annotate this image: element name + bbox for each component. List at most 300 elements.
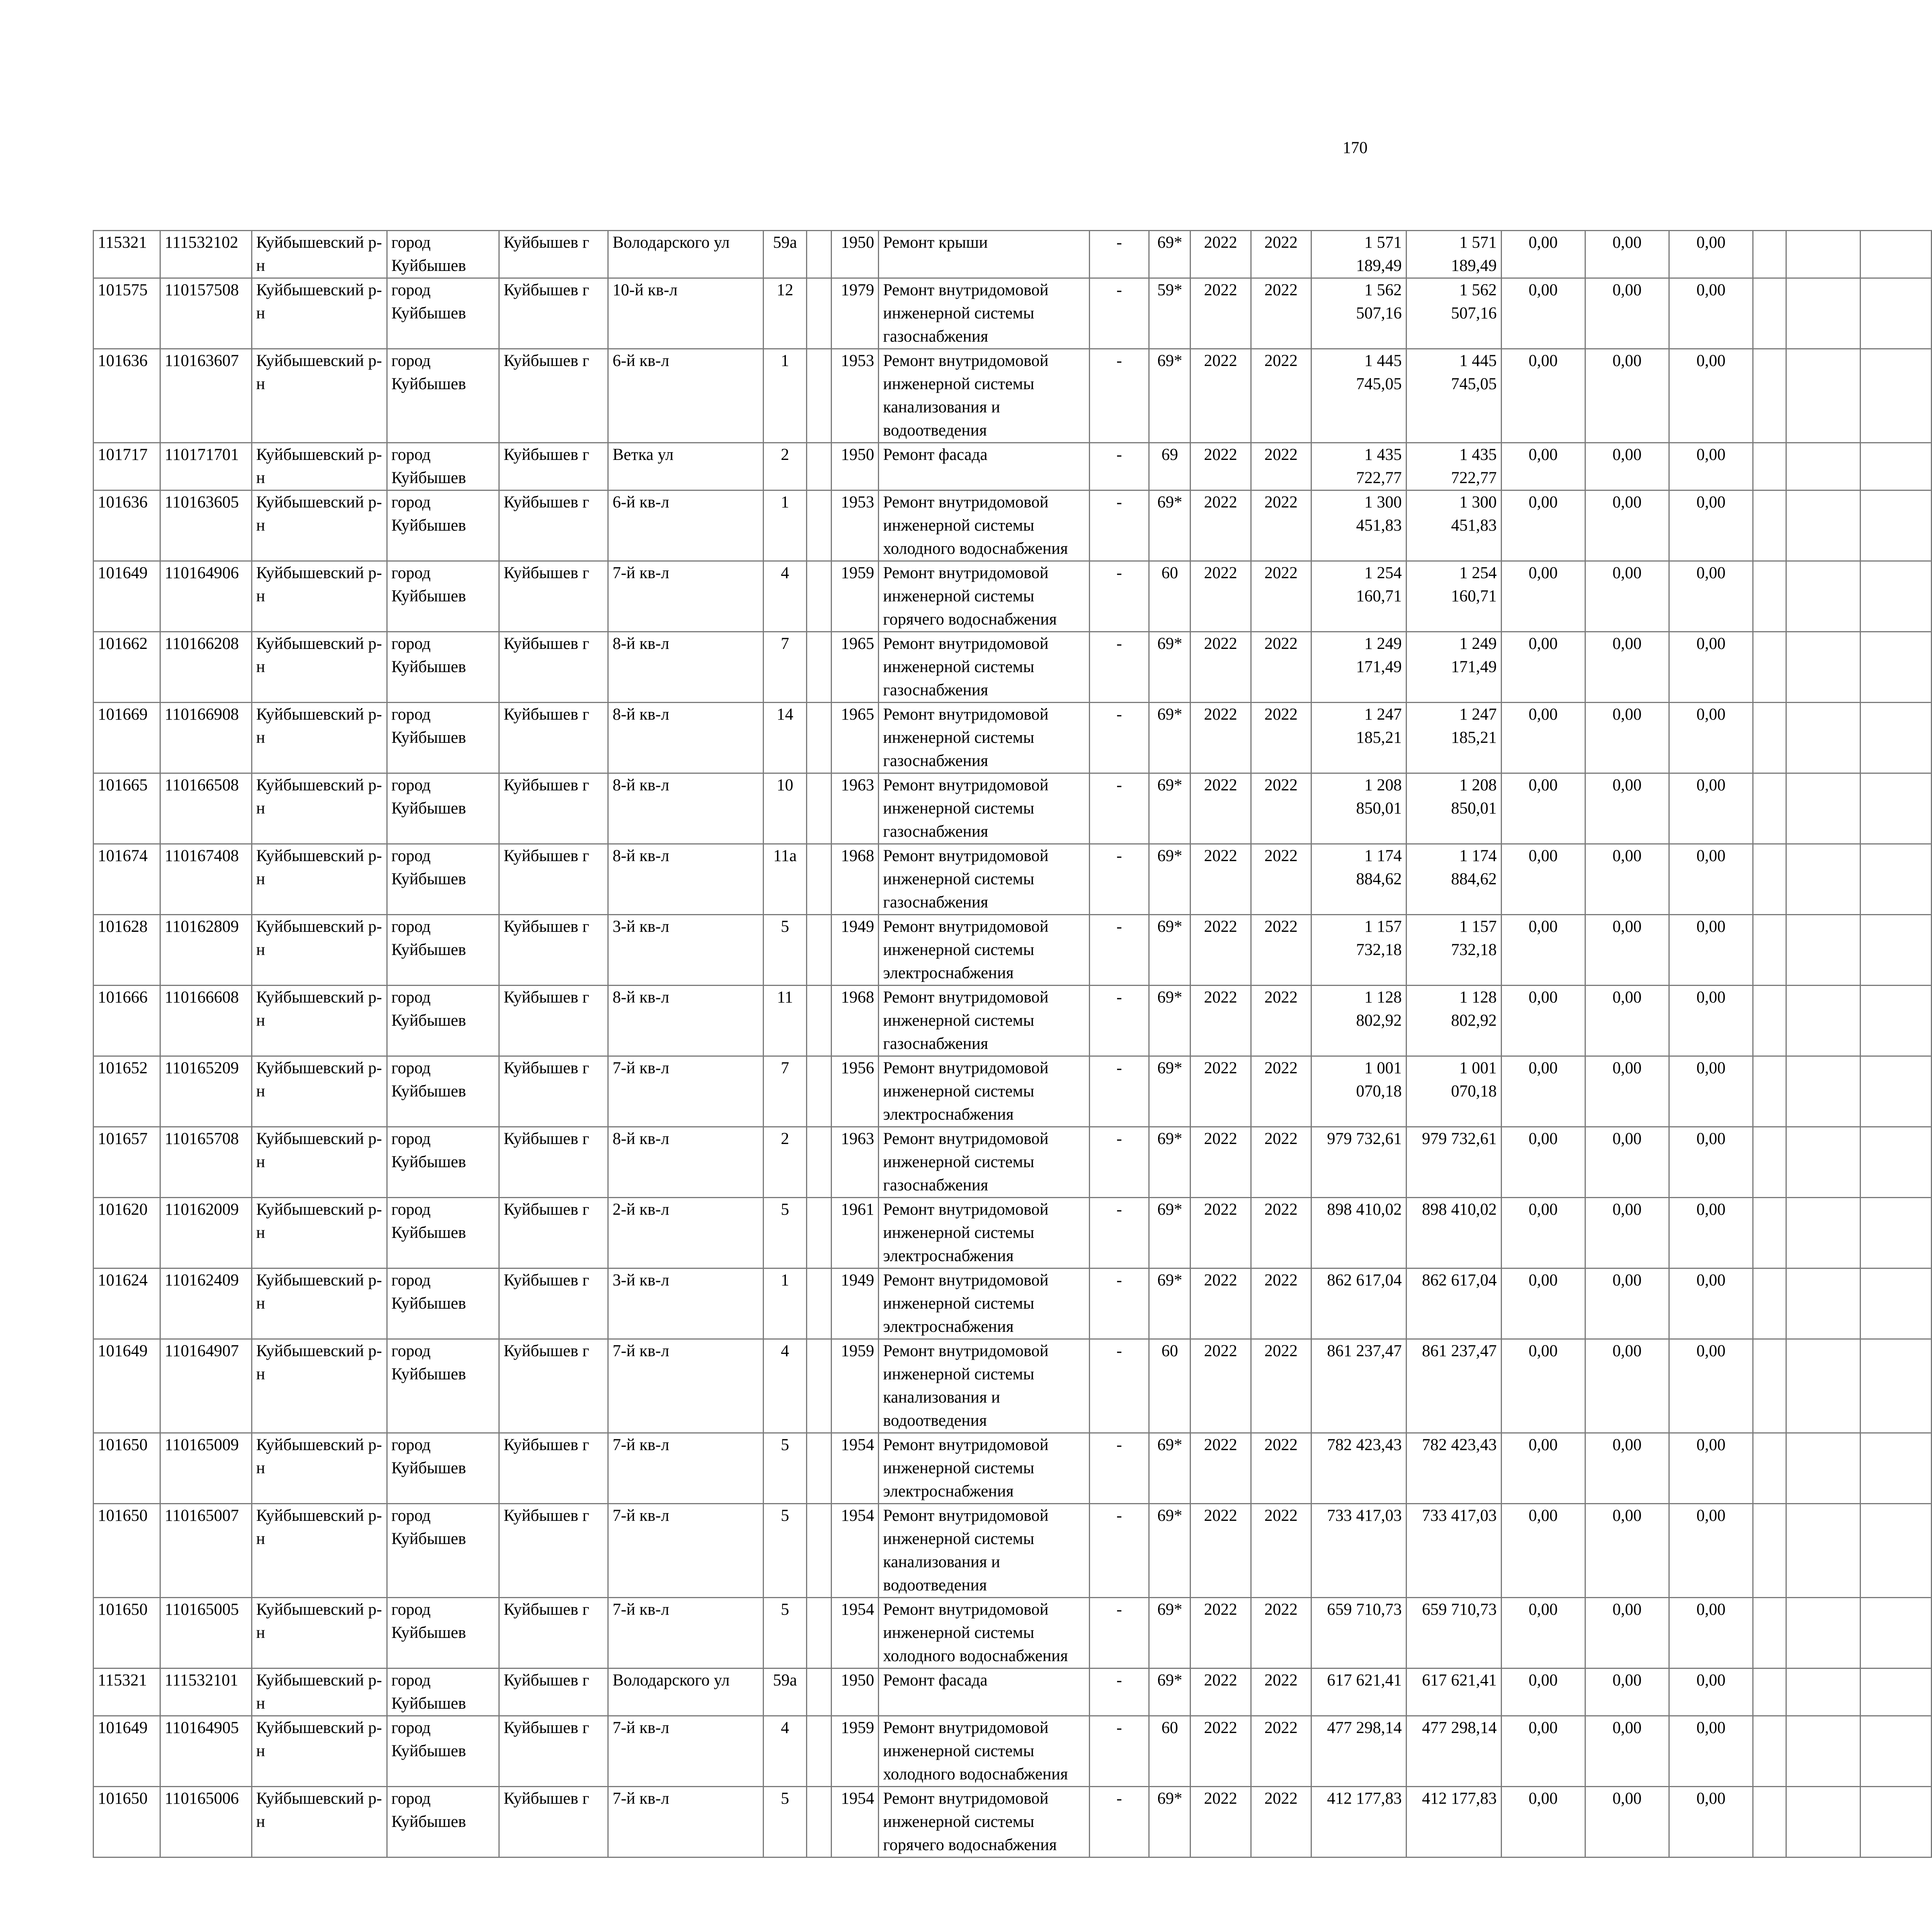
cell-empty-1 xyxy=(1753,349,1786,443)
cell-street: Ветка ул xyxy=(608,443,764,490)
cell-year-end: 2022 xyxy=(1251,490,1311,561)
table-row xyxy=(94,1716,1932,1787)
cell-work-type: Ремонт фасада xyxy=(879,443,1089,490)
cell-total-cost: 862 617,04 xyxy=(1311,1268,1406,1339)
cell-house-number: 5 xyxy=(763,1787,806,1857)
cell-total-cost: 1 174 884,62 xyxy=(1311,844,1406,915)
table-row xyxy=(94,1504,1932,1598)
cell-work-id: 110166908 xyxy=(160,703,252,773)
cell-building xyxy=(807,443,832,490)
cell-dash: - xyxy=(1089,1787,1149,1857)
cell-work-id: 111532101 xyxy=(160,1668,252,1716)
cell-district: Куйбышевский р-н xyxy=(252,1598,387,1668)
cell-year-start: 2022 xyxy=(1190,844,1251,915)
cell-fund-cost: 1 571 189,49 xyxy=(1406,231,1501,278)
cell-house-number: 59а xyxy=(763,1668,806,1716)
cell-year-end: 2022 xyxy=(1251,231,1311,278)
cell-building xyxy=(807,1339,832,1433)
cell-budget-3: 0,00 xyxy=(1669,1127,1753,1198)
cell-dash: - xyxy=(1089,1339,1149,1433)
cell-settlement: Куйбышев г xyxy=(499,1504,608,1598)
cell-house-number: 12 xyxy=(763,278,806,349)
cell-wear: 69* xyxy=(1149,1787,1190,1857)
cell-budget-2: 0,00 xyxy=(1585,1339,1669,1433)
cell-work-id: 110157508 xyxy=(160,278,252,349)
cell-year-built: 1954 xyxy=(832,1598,879,1668)
cell-wear: 69* xyxy=(1149,349,1190,443)
cell-fund-cost: 862 617,04 xyxy=(1406,1268,1501,1339)
cell-building xyxy=(807,1127,832,1198)
cell-total-cost: 1 254 160,71 xyxy=(1311,561,1406,632)
cell-fund-cost: 659 710,73 xyxy=(1406,1598,1501,1668)
cell-budget-1: 0,00 xyxy=(1501,986,1585,1056)
cell-empty-1 xyxy=(1753,231,1786,278)
cell-work-type: Ремонт внутридомовой инженерной системы холодного водоснабжения xyxy=(879,490,1089,561)
cell-house-id: 101666 xyxy=(94,986,160,1056)
cell-year-built: 1950 xyxy=(832,1668,879,1716)
cell-budget-1: 0,00 xyxy=(1501,1056,1585,1127)
cell-house-id: 101674 xyxy=(94,844,160,915)
cell-settlement: Куйбышев г xyxy=(499,1787,608,1857)
table-row xyxy=(94,986,1932,1056)
cell-street: 7-й кв-л xyxy=(608,1339,764,1433)
cell-street: 7-й кв-л xyxy=(608,1056,764,1127)
cell-budget-2: 0,00 xyxy=(1585,1716,1669,1787)
cell-year-start: 2022 xyxy=(1190,561,1251,632)
cell-work-type: Ремонт внутридомовой инженерной системы горячего водоснабжения xyxy=(879,1787,1089,1857)
cell-street: 7-й кв-л xyxy=(608,561,764,632)
cell-house-id: 101650 xyxy=(94,1598,160,1668)
cell-street: 8-й кв-л xyxy=(608,1127,764,1198)
cell-year-start: 2022 xyxy=(1190,1598,1251,1668)
cell-budget-2: 0,00 xyxy=(1585,231,1669,278)
cell-house-number: 1 xyxy=(763,490,806,561)
cell-empty-3 xyxy=(1860,1716,1931,1787)
cell-street: 6-й кв-л xyxy=(608,349,764,443)
cell-empty-2 xyxy=(1786,490,1861,561)
cell-empty-2 xyxy=(1786,844,1861,915)
cell-budget-1: 0,00 xyxy=(1501,490,1585,561)
cell-work-type: Ремонт внутридомовой инженерной системы холодного водоснабжения xyxy=(879,1598,1089,1668)
cell-budget-3: 0,00 xyxy=(1669,1268,1753,1339)
table-row xyxy=(94,773,1932,844)
cell-empty-2 xyxy=(1786,443,1861,490)
cell-house-number: 11а xyxy=(763,844,806,915)
cell-building xyxy=(807,1598,832,1668)
cell-house-id: 101657 xyxy=(94,1127,160,1198)
cell-budget-3: 0,00 xyxy=(1669,915,1753,986)
cell-house-number: 59а xyxy=(763,231,806,278)
cell-dash: - xyxy=(1089,773,1149,844)
cell-dash: - xyxy=(1089,231,1149,278)
cell-total-cost: 861 237,47 xyxy=(1311,1339,1406,1433)
cell-work-type: Ремонт внутридомовой инженерной системы электроснабжения xyxy=(879,1268,1089,1339)
cell-empty-1 xyxy=(1753,1056,1786,1127)
cell-empty-1 xyxy=(1753,915,1786,986)
cell-empty-2 xyxy=(1786,1339,1861,1433)
table-row xyxy=(94,1339,1932,1433)
cell-year-end: 2022 xyxy=(1251,844,1311,915)
cell-settlement: Куйбышев г xyxy=(499,986,608,1056)
cell-house-id: 101665 xyxy=(94,773,160,844)
cell-house-id: 101649 xyxy=(94,1339,160,1433)
cell-year-start: 2022 xyxy=(1190,1127,1251,1198)
cell-empty-1 xyxy=(1753,278,1786,349)
cell-empty-3 xyxy=(1860,915,1931,986)
cell-fund-cost: 1 174 884,62 xyxy=(1406,844,1501,915)
cell-empty-3 xyxy=(1860,1127,1931,1198)
cell-wear: 69* xyxy=(1149,773,1190,844)
cell-work-id: 110166208 xyxy=(160,632,252,703)
cell-work-type: Ремонт внутридомовой инженерной системы газоснабжения xyxy=(879,632,1089,703)
cell-fund-cost: 1 300 451,83 xyxy=(1406,490,1501,561)
cell-municipality: город Куйбышев xyxy=(387,1668,499,1716)
cell-work-type: Ремонт внутридомовой инженерной системы канализования и водоотведения xyxy=(879,1339,1089,1433)
cell-empty-3 xyxy=(1860,1268,1931,1339)
cell-budget-3: 0,00 xyxy=(1669,1056,1753,1127)
cell-budget-2: 0,00 xyxy=(1585,632,1669,703)
cell-total-cost: 1 208 850,01 xyxy=(1311,773,1406,844)
cell-work-id: 110165708 xyxy=(160,1127,252,1198)
cell-house-id: 101662 xyxy=(94,632,160,703)
cell-total-cost: 1 128 802,92 xyxy=(1311,986,1406,1056)
cell-budget-1: 0,00 xyxy=(1501,231,1585,278)
cell-district: Куйбышевский р-н xyxy=(252,986,387,1056)
cell-municipality: город Куйбышев xyxy=(387,1598,499,1668)
cell-dash: - xyxy=(1089,1504,1149,1598)
cell-total-cost: 1 435 722,77 xyxy=(1311,443,1406,490)
cell-district: Куйбышевский р-н xyxy=(252,1504,387,1598)
cell-empty-1 xyxy=(1753,1598,1786,1668)
cell-fund-cost: 617 621,41 xyxy=(1406,1668,1501,1716)
cell-dash: - xyxy=(1089,1056,1149,1127)
cell-dash: - xyxy=(1089,632,1149,703)
cell-total-cost: 782 423,43 xyxy=(1311,1433,1406,1504)
cell-wear: 69* xyxy=(1149,632,1190,703)
cell-total-cost: 1 445 745,05 xyxy=(1311,349,1406,443)
cell-house-number: 14 xyxy=(763,703,806,773)
cell-building xyxy=(807,1716,832,1787)
cell-budget-1: 0,00 xyxy=(1501,1716,1585,1787)
cell-fund-cost: 412 177,83 xyxy=(1406,1787,1501,1857)
cell-house-id: 101650 xyxy=(94,1433,160,1504)
cell-wear: 69* xyxy=(1149,1504,1190,1598)
cell-year-end: 2022 xyxy=(1251,349,1311,443)
cell-building xyxy=(807,1433,832,1504)
cell-wear: 69* xyxy=(1149,844,1190,915)
cell-work-type: Ремонт внутридомовой инженерной системы электроснабжения xyxy=(879,1433,1089,1504)
cell-empty-3 xyxy=(1860,773,1931,844)
cell-year-end: 2022 xyxy=(1251,703,1311,773)
cell-municipality: город Куйбышев xyxy=(387,1716,499,1787)
cell-street: 7-й кв-л xyxy=(608,1433,764,1504)
cell-budget-3: 0,00 xyxy=(1669,490,1753,561)
cell-settlement: Куйбышев г xyxy=(499,1668,608,1716)
cell-fund-cost: 1 128 802,92 xyxy=(1406,986,1501,1056)
cell-district: Куйбышевский р-н xyxy=(252,349,387,443)
cell-empty-3 xyxy=(1860,1504,1931,1598)
cell-street: 3-й кв-л xyxy=(608,1268,764,1339)
cell-district: Куйбышевский р-н xyxy=(252,1668,387,1716)
cell-year-start: 2022 xyxy=(1190,1787,1251,1857)
cell-municipality: город Куйбышев xyxy=(387,844,499,915)
cell-year-built: 1961 xyxy=(832,1198,879,1268)
cell-year-start: 2022 xyxy=(1190,632,1251,703)
cell-year-built: 1959 xyxy=(832,1339,879,1433)
cell-settlement: Куйбышев г xyxy=(499,703,608,773)
cell-house-number: 5 xyxy=(763,1433,806,1504)
cell-year-start: 2022 xyxy=(1190,703,1251,773)
cell-building xyxy=(807,231,832,278)
cell-house-number: 4 xyxy=(763,561,806,632)
cell-fund-cost: 1 249 171,49 xyxy=(1406,632,1501,703)
cell-wear: 69 xyxy=(1149,443,1190,490)
cell-municipality: город Куйбышев xyxy=(387,1198,499,1268)
cell-building xyxy=(807,490,832,561)
cell-settlement: Куйбышев г xyxy=(499,1268,608,1339)
cell-house-number: 2 xyxy=(763,443,806,490)
cell-settlement: Куйбышев г xyxy=(499,915,608,986)
cell-empty-1 xyxy=(1753,1504,1786,1598)
cell-wear: 59* xyxy=(1149,278,1190,349)
cell-empty-3 xyxy=(1860,231,1931,278)
cell-settlement: Куйбышев г xyxy=(499,1433,608,1504)
cell-budget-3: 0,00 xyxy=(1669,1433,1753,1504)
cell-empty-2 xyxy=(1786,1668,1861,1716)
cell-budget-3: 0,00 xyxy=(1669,1668,1753,1716)
cell-fund-cost: 979 732,61 xyxy=(1406,1127,1501,1198)
cell-budget-3: 0,00 xyxy=(1669,1198,1753,1268)
cell-budget-1: 0,00 xyxy=(1501,1198,1585,1268)
cell-work-id: 110164905 xyxy=(160,1716,252,1787)
cell-district: Куйбышевский р-н xyxy=(252,561,387,632)
cell-year-built: 1965 xyxy=(832,632,879,703)
table-row xyxy=(94,703,1932,773)
cell-dash: - xyxy=(1089,561,1149,632)
cell-municipality: город Куйбышев xyxy=(387,278,499,349)
cell-empty-1 xyxy=(1753,1433,1786,1504)
cell-empty-1 xyxy=(1753,1787,1786,1857)
cell-budget-1: 0,00 xyxy=(1501,844,1585,915)
cell-municipality: город Куйбышев xyxy=(387,773,499,844)
page-number: 170 xyxy=(1342,139,1368,157)
table-row xyxy=(94,278,1932,349)
cell-house-id: 101652 xyxy=(94,1056,160,1127)
cell-house-id: 101650 xyxy=(94,1504,160,1598)
cell-empty-3 xyxy=(1860,1056,1931,1127)
cell-empty-2 xyxy=(1786,632,1861,703)
table-row xyxy=(94,1433,1932,1504)
table-row xyxy=(94,443,1932,490)
cell-budget-1: 0,00 xyxy=(1501,278,1585,349)
cell-budget-2: 0,00 xyxy=(1585,1504,1669,1598)
cell-empty-2 xyxy=(1786,703,1861,773)
cell-work-id: 110163605 xyxy=(160,490,252,561)
cell-work-type: Ремонт внутридомовой инженерной системы электроснабжения xyxy=(879,915,1089,986)
cell-district: Куйбышевский р-н xyxy=(252,915,387,986)
cell-year-start: 2022 xyxy=(1190,1504,1251,1598)
cell-district: Куйбышевский р-н xyxy=(252,231,387,278)
cell-settlement: Куйбышев г xyxy=(499,490,608,561)
cell-building xyxy=(807,844,832,915)
cell-house-number: 2 xyxy=(763,1127,806,1198)
table-body xyxy=(94,231,1932,1857)
cell-budget-3: 0,00 xyxy=(1669,278,1753,349)
cell-year-built: 1979 xyxy=(832,278,879,349)
cell-house-number: 1 xyxy=(763,1268,806,1339)
cell-work-type: Ремонт внутридомовой инженерной системы электроснабжения xyxy=(879,1198,1089,1268)
cell-budget-3: 0,00 xyxy=(1669,1598,1753,1668)
cell-year-built: 1959 xyxy=(832,1716,879,1787)
cell-year-built: 1949 xyxy=(832,915,879,986)
cell-municipality: город Куйбышев xyxy=(387,1504,499,1598)
cell-building xyxy=(807,1198,832,1268)
cell-municipality: город Куйбышев xyxy=(387,1056,499,1127)
cell-total-cost: 1 562 507,16 xyxy=(1311,278,1406,349)
cell-district: Куйбышевский р-н xyxy=(252,844,387,915)
table-row xyxy=(94,561,1932,632)
cell-district: Куйбышевский р-н xyxy=(252,632,387,703)
cell-year-end: 2022 xyxy=(1251,1787,1311,1857)
cell-work-type: Ремонт внутридомовой инженерной системы газоснабжения xyxy=(879,1127,1089,1198)
cell-settlement: Куйбышев г xyxy=(499,278,608,349)
cell-street: 8-й кв-л xyxy=(608,703,764,773)
cell-empty-1 xyxy=(1753,443,1786,490)
cell-settlement: Куйбышев г xyxy=(499,773,608,844)
cell-budget-1: 0,00 xyxy=(1501,443,1585,490)
cell-total-cost: 412 177,83 xyxy=(1311,1787,1406,1857)
cell-year-built: 1956 xyxy=(832,1056,879,1127)
cell-budget-3: 0,00 xyxy=(1669,844,1753,915)
cell-dash: - xyxy=(1089,1716,1149,1787)
cell-settlement: Куйбышев г xyxy=(499,1716,608,1787)
cell-work-type: Ремонт внутридомовой инженерной системы холодного водоснабжения xyxy=(879,1716,1089,1787)
cell-empty-3 xyxy=(1860,1668,1931,1716)
cell-municipality: город Куйбышев xyxy=(387,490,499,561)
cell-year-start: 2022 xyxy=(1190,349,1251,443)
cell-work-type: Ремонт внутридомовой инженерной системы канализования и водоотведения xyxy=(879,349,1089,443)
cell-wear: 69* xyxy=(1149,1056,1190,1127)
cell-empty-1 xyxy=(1753,490,1786,561)
cell-budget-3: 0,00 xyxy=(1669,1504,1753,1598)
cell-budget-2: 0,00 xyxy=(1585,1268,1669,1339)
cell-empty-2 xyxy=(1786,986,1861,1056)
cell-budget-3: 0,00 xyxy=(1669,773,1753,844)
cell-year-end: 2022 xyxy=(1251,773,1311,844)
cell-total-cost: 979 732,61 xyxy=(1311,1127,1406,1198)
cell-year-built: 1953 xyxy=(832,490,879,561)
cell-year-end: 2022 xyxy=(1251,1056,1311,1127)
cell-empty-3 xyxy=(1860,844,1931,915)
cell-house-id: 101649 xyxy=(94,561,160,632)
cell-empty-3 xyxy=(1860,490,1931,561)
cell-house-number: 4 xyxy=(763,1339,806,1433)
cell-wear: 60 xyxy=(1149,1716,1190,1787)
cell-empty-2 xyxy=(1786,561,1861,632)
cell-building xyxy=(807,632,832,703)
cell-dash: - xyxy=(1089,1127,1149,1198)
table-row xyxy=(94,231,1932,278)
table-row xyxy=(94,1198,1932,1268)
cell-street: 7-й кв-л xyxy=(608,1787,764,1857)
cell-house-id: 115321 xyxy=(94,1668,160,1716)
cell-settlement: Куйбышев г xyxy=(499,1198,608,1268)
cell-year-start: 2022 xyxy=(1190,443,1251,490)
cell-fund-cost: 1 001 070,18 xyxy=(1406,1056,1501,1127)
cell-work-type: Ремонт крыши xyxy=(879,231,1089,278)
cell-building xyxy=(807,349,832,443)
cell-year-built: 1963 xyxy=(832,1127,879,1198)
table-row xyxy=(94,1268,1932,1339)
cell-municipality: город Куйбышев xyxy=(387,1787,499,1857)
cell-year-end: 2022 xyxy=(1251,278,1311,349)
cell-year-end: 2022 xyxy=(1251,1598,1311,1668)
cell-fund-cost: 477 298,14 xyxy=(1406,1716,1501,1787)
cell-building xyxy=(807,1668,832,1716)
cell-dash: - xyxy=(1089,1598,1149,1668)
cell-budget-3: 0,00 xyxy=(1669,231,1753,278)
cell-work-id: 110165007 xyxy=(160,1504,252,1598)
cell-wear: 69* xyxy=(1149,986,1190,1056)
cell-district: Куйбышевский р-н xyxy=(252,1787,387,1857)
cell-work-id: 110166608 xyxy=(160,986,252,1056)
cell-year-end: 2022 xyxy=(1251,986,1311,1056)
cell-budget-1: 0,00 xyxy=(1501,1339,1585,1433)
cell-empty-1 xyxy=(1753,1339,1786,1433)
cell-budget-1: 0,00 xyxy=(1501,1127,1585,1198)
cell-building xyxy=(807,1787,832,1857)
cell-work-type: Ремонт внутридомовой инженерной системы электроснабжения xyxy=(879,1056,1089,1127)
cell-settlement: Куйбышев г xyxy=(499,349,608,443)
cell-settlement: Куйбышев г xyxy=(499,1127,608,1198)
cell-budget-1: 0,00 xyxy=(1501,773,1585,844)
cell-municipality: город Куйбышев xyxy=(387,231,499,278)
cell-year-built: 1959 xyxy=(832,561,879,632)
cell-year-start: 2022 xyxy=(1190,1716,1251,1787)
cell-empty-3 xyxy=(1860,703,1931,773)
cell-budget-3: 0,00 xyxy=(1669,703,1753,773)
cell-year-start: 2022 xyxy=(1190,490,1251,561)
cell-fund-cost: 1 435 722,77 xyxy=(1406,443,1501,490)
cell-dash: - xyxy=(1089,1433,1149,1504)
cell-dash: - xyxy=(1089,1198,1149,1268)
cell-building xyxy=(807,986,832,1056)
cell-year-end: 2022 xyxy=(1251,561,1311,632)
cell-budget-2: 0,00 xyxy=(1585,1056,1669,1127)
cell-work-type: Ремонт внутридомовой инженерной системы газоснабжения xyxy=(879,986,1089,1056)
cell-municipality: город Куйбышев xyxy=(387,561,499,632)
cell-fund-cost: 782 423,43 xyxy=(1406,1433,1501,1504)
cell-work-id: 110171701 xyxy=(160,443,252,490)
cell-settlement: Куйбышев г xyxy=(499,1598,608,1668)
cell-budget-1: 0,00 xyxy=(1501,1668,1585,1716)
cell-budget-2: 0,00 xyxy=(1585,278,1669,349)
cell-empty-3 xyxy=(1860,1433,1931,1504)
cell-empty-3 xyxy=(1860,349,1931,443)
table-row xyxy=(94,490,1932,561)
table-row xyxy=(94,844,1932,915)
cell-street: 3-й кв-л xyxy=(608,915,764,986)
cell-total-cost: 1 249 171,49 xyxy=(1311,632,1406,703)
cell-fund-cost: 1 208 850,01 xyxy=(1406,773,1501,844)
cell-street: 7-й кв-л xyxy=(608,1504,764,1598)
cell-municipality: город Куйбышев xyxy=(387,703,499,773)
cell-wear: 69* xyxy=(1149,1198,1190,1268)
cell-municipality: город Куйбышев xyxy=(387,349,499,443)
cell-budget-2: 0,00 xyxy=(1585,773,1669,844)
cell-settlement: Куйбышев г xyxy=(499,1339,608,1433)
cell-empty-2 xyxy=(1786,1504,1861,1598)
